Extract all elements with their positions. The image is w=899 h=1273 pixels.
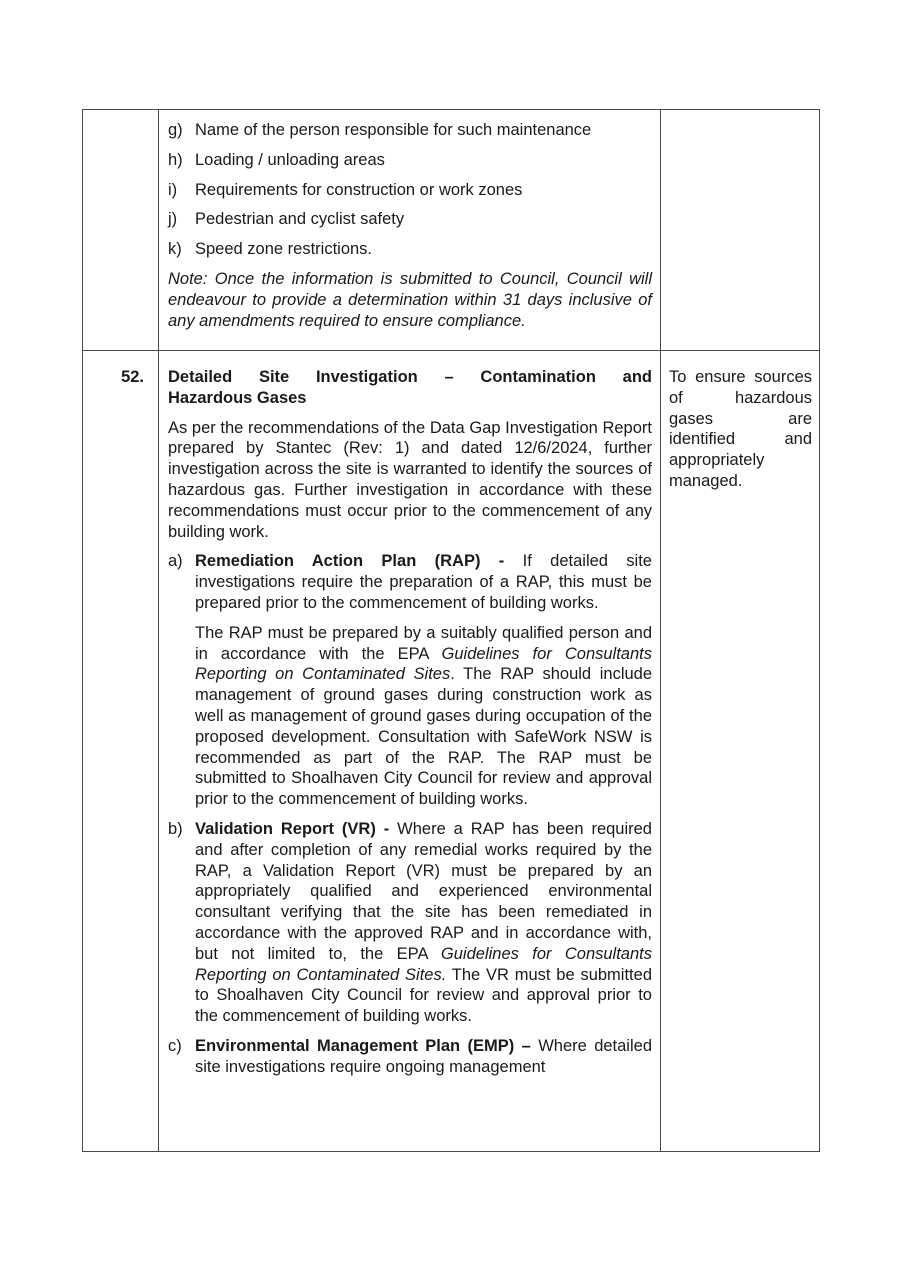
list-item-b: [168, 819, 652, 1027]
condition-reason: To ensure sources of hazardous gases are identified and appropriately managed.: [661, 351, 820, 1152]
condition-intro: As per the recommendations of the Data Gap Investigation Report prepared by Stantec (Rev: 1) and dated 12/6/2024, further investigation across the site is warranted to identify the sources of hazardous gas. Further investigation in accordance with these recommendations must occur prior to the commencement of any building work.: [168, 418, 652, 541]
list-text: [195, 551, 652, 613]
condition-number: 52.: [83, 351, 159, 1152]
list-text: [195, 819, 652, 1027]
text-span: The VR must be submitted to Shoalhaven City Council for review and approval prior to the commencement of building works.: [195, 965, 652, 1026]
condition-text-cell: [159, 110, 661, 351]
item-label: Environmental Management Plan (EMP) –: [195, 1036, 531, 1055]
list-marker: c): [168, 1036, 182, 1055]
table-row-continued: [83, 110, 820, 351]
list-text: Loading / unloading areas: [195, 150, 385, 169]
list-marker: i): [168, 180, 178, 199]
condition-note: Note: Once the information is submitted to Council, Council will endeavour to provide a determination within 31 days inclusive of any amendments required to ensure compliance.: [168, 269, 652, 330]
list-marker: h): [168, 150, 183, 169]
table-row-condition-52: [83, 351, 820, 1152]
list-text: Pedestrian and cyclist safety: [195, 210, 405, 229]
list-marker: k): [168, 240, 182, 259]
item-label: Validation Report (VR) -: [195, 819, 390, 838]
number-cell-empty: [83, 110, 159, 351]
list-marker: a): [168, 552, 183, 571]
text-span: The RAP must be prepared by a suitably qualified person and in accordance with the EPA: [195, 623, 652, 663]
condition-text-cell: [159, 351, 661, 1152]
condition-title: [168, 367, 652, 409]
list-item-g: [168, 120, 652, 141]
guideline-title: Guidelines for Consultants Reporting on Contaminated Sites.: [195, 944, 652, 984]
list-marker: j): [168, 210, 178, 229]
list-item-i: [168, 180, 652, 201]
reason-cell-empty: [661, 110, 820, 351]
item-label: Remediation Action Plan (RAP) -: [195, 552, 505, 571]
list-marker: b): [168, 819, 183, 838]
guideline-title: Guidelines for Consultants Reporting on Contaminated Sites: [195, 644, 652, 684]
list-text: Speed zone restrictions.: [195, 240, 373, 259]
text-span: Where a RAP has been required and after completion of any remedial works required by the RAP, a Validation Report (VR) must be prepared by an appropriately qualified and experienced environmental consultant verifying that the site has been remediated in accordance with the approved RAP and in accordance with, but not limited to, the EPA: [195, 819, 652, 963]
text-span: . The RAP should include management of ground gases during construction work as well as management of ground gases during occupation of the proposed development. Consultation with SafeWork NSW is recommended as part of the RAP. The RAP must be submitted to Shoalhaven City Council for review and approval prior to the commencement of building works.: [195, 665, 653, 809]
condition-title-line-2: Hazardous Gases: [168, 388, 307, 407]
condition-title-line-1: Detailed Site Investigation – Contamination and: [168, 368, 652, 386]
item-text: Where detailed site investigations require ongoing management: [195, 1036, 652, 1076]
list-item-a: [168, 551, 652, 613]
item-a-paragraph-2: [168, 623, 652, 810]
list-text: Name of the person responsible for such maintenance: [195, 121, 592, 139]
list-item-h: [168, 150, 652, 171]
list-item-c: [168, 1036, 652, 1078]
list-marker: g): [168, 121, 183, 139]
list-item-k: [168, 239, 652, 260]
conditions-table: [82, 109, 820, 1152]
list-item-j: [168, 209, 652, 230]
list-text: Requirements for construction or work zones: [195, 180, 523, 199]
list-text: [195, 1036, 652, 1078]
item-text: If detailed site investigations require the preparation of a RAP, this must be prepared prior to the commencement of building works.: [195, 552, 652, 612]
